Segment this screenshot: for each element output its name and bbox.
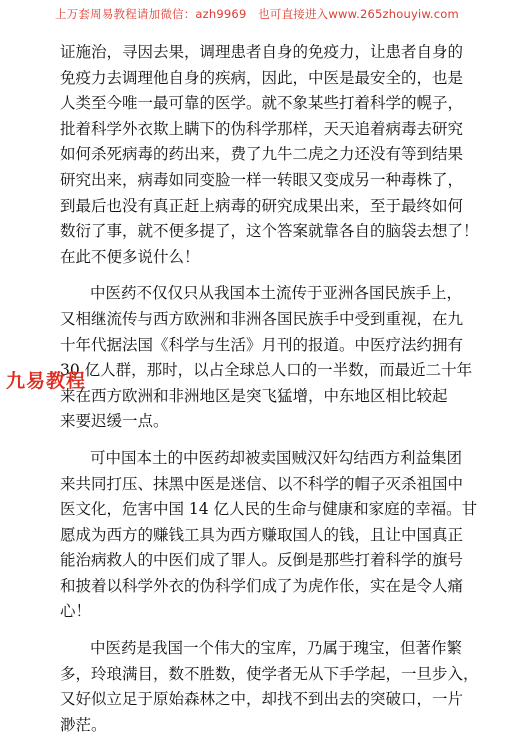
text-line: 愿成为西方的赚钱工具为西方赚取国人的钱，且让中国真正 <box>60 525 464 544</box>
text-line: 中医药不仅仅只从我国本土流传于亚洲各国民族手上， <box>90 284 463 303</box>
text-line: 人类至今唯一最可靠的医学。就不象某些打着科学的幌子， <box>60 94 464 113</box>
text-line: 来共同打压、抹黑中医是迷信、以不科学的帽子灭杀祖国中 <box>60 474 464 493</box>
text-line: 又相继流传与西方欧洲和非洲各国民族手中受到重视，在九 <box>60 309 464 328</box>
text-line: 和披着以科学外衣的伪科学们成了为虎作伥，实在是令人痛 <box>60 576 464 595</box>
text-line: 能治病救人的中医们成了罪人。反倒是那些打着科学的旗号 <box>60 551 464 570</box>
page-header-ad: 上万套周易教程请加微信：azh9969 也可直接进入www.265zhouyiw.com <box>55 7 459 21</box>
text-line: 研究出来，病毒如同变脸一样一转眼又变成另一种毒株了， <box>60 170 464 189</box>
text-line: 心！ <box>60 602 92 621</box>
paragraph-3 <box>60 446 478 625</box>
paragraph-1 <box>60 40 479 270</box>
watermark-logo: 九易教程 <box>6 370 87 392</box>
text-line: 渺茫。 <box>60 715 107 734</box>
text-line: 30 亿人群，那时，以占全球总人口的一半数，而最近二十年 <box>60 361 473 380</box>
text-line: 在此不便多说什么！ <box>60 247 200 266</box>
text-line: 十年代据法国《科学与生活》月刊的报道。中医疗法约拥有 <box>60 335 464 354</box>
document-body <box>60 40 479 749</box>
text-line: 到最后也没有真正赶上病毒的研究成果出来，至于最终如何 <box>60 196 464 215</box>
text-line: 证施治，寻因去果，调理患者自身的免疫力，让患者自身的 <box>60 43 464 61</box>
text-line: 数衍了事，就不便多提了，这个答案就靠各自的脑袋去想了！ <box>60 222 479 241</box>
text-line: 可中国本土的中医药却被卖国贼汉奸勾结西方利益集团 <box>90 448 463 467</box>
paragraph-2 <box>60 281 473 435</box>
text-line: 批着科学外衣欺上瞒下的伪科学那样，天天追着病毒去研究 <box>60 119 464 138</box>
text-line: 免疫力去调理他自身的疾病，因此，中医是最安全的，也是 <box>60 68 464 87</box>
text-line: 医文化，危害中国 14 亿人民的生命与健康和家庭的幸福。甘 <box>60 500 478 519</box>
text-line: 多，玲琅满目，数不胜数，使学者无从下手学起，一旦步入， <box>60 664 479 683</box>
text-line: 来在西方欧洲和非洲地区是突飞猛增，中东地区相比较起 <box>60 386 448 405</box>
text-line: 如何杀死病毒的药出来，费了九牛二虎之力还没有等到结果 <box>60 145 464 164</box>
text-line: 又好似立足于原始森林之中，却找不到出去的突破口，一片 <box>60 690 464 709</box>
paragraph-4 <box>60 636 479 738</box>
text-line: 中医药是我国一个伟大的宝库，乃属于瑰宝，但著作繁 <box>90 639 463 658</box>
text-line: 来要迟缓一点。 <box>60 412 169 431</box>
